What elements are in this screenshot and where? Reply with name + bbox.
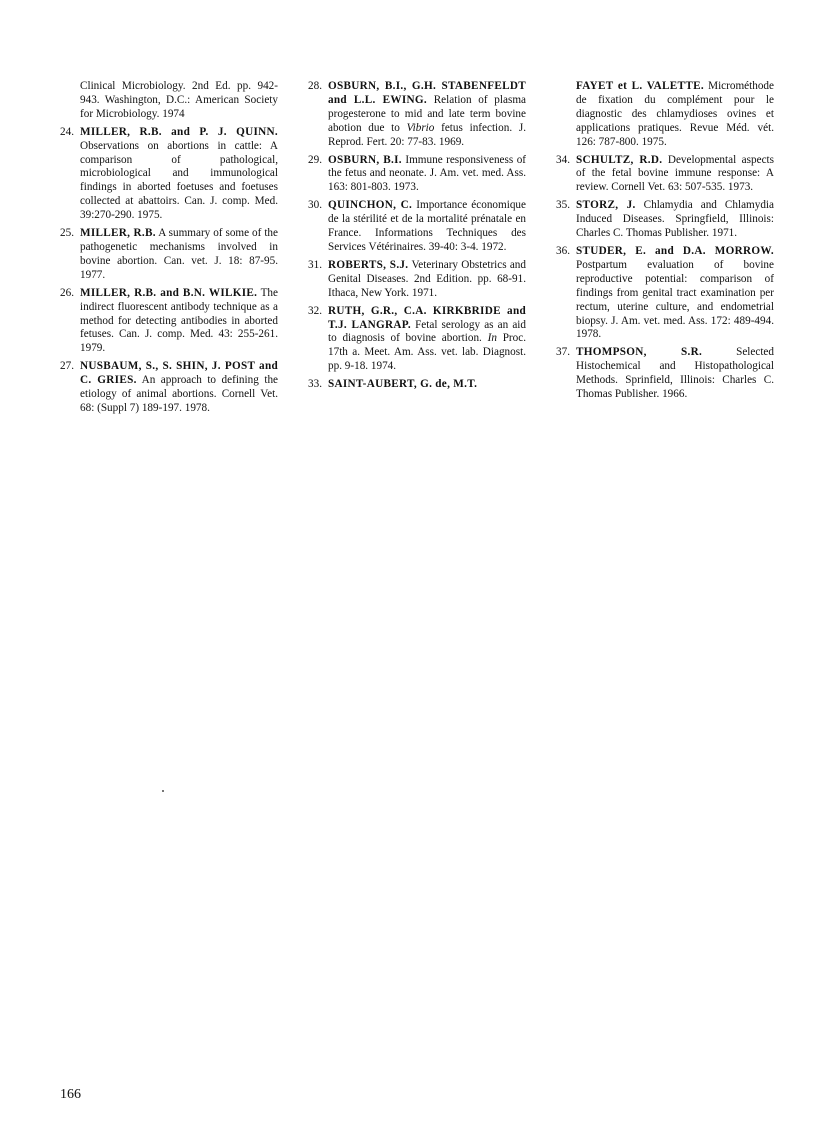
reference-authors: THOMPSON, S.R. [576, 346, 703, 359]
reference-authors: ROBERTS, S.J. [328, 258, 409, 271]
reference-number: 32. [308, 304, 322, 317]
reference-text: Fetal serology as an aid to diagnosis of bovine abortion. [328, 318, 526, 345]
reference-number: 26. [60, 286, 74, 299]
reference-text: Immune responsiveness of the fetus and neonate. J. Am. vet. med. Ass. 163: 801-803. 1973. [328, 153, 527, 194]
page-number: 166 [60, 1087, 81, 1102]
reference-item [60, 360, 278, 416]
reference-item [556, 80, 774, 150]
reference-authors: QUINCHON, C. [328, 199, 413, 212]
reference-authors: MILLER, R.B. and P. J. QUINN. [80, 125, 278, 138]
reference-item [60, 227, 278, 283]
scan-speck [162, 790, 164, 792]
reference-authors: SCHULTZ, R.D. [576, 153, 663, 166]
reference-item [556, 199, 774, 241]
reference-number: 37. [556, 346, 570, 359]
reference-column-2 [308, 80, 526, 396]
reference-authors: SAINT-AUBERT, G. de, M.T. [328, 378, 478, 391]
reference-item [308, 378, 526, 392]
reference-authors: MILLER, R.B. and B.N. WILKIE. [80, 286, 258, 299]
reference-item [308, 80, 526, 150]
reference-number: 35. [556, 199, 570, 212]
reference-authors: NUSBAUM, S., S. SHIN, J. POST and C. GRIES. [80, 360, 278, 387]
reference-text: Veterinary Obstetrics and Genital Diseases. 2nd Edition. pp. 68-91. Ithaca, New York. 1971. [328, 258, 526, 299]
reference-text: Proc. 17th a. Meet. Am. Ass. vet. lab. Diagnost. pp. 9-18. 1974. [328, 332, 527, 373]
reference-item [308, 199, 526, 255]
reference-item [308, 305, 526, 375]
reference-item [556, 245, 774, 342]
reference-number: 24. [60, 125, 74, 138]
reference-column-1 [60, 80, 278, 420]
reference-number: 25. [60, 227, 74, 240]
reference-text: Clinical Microbiology. 2nd Ed. pp. 942-943. Washington, D.C.: American Society for Microbiology. 1974 [80, 80, 278, 120]
reference-text: The indirect fluorescent antibody technique as a method for detecting antibodies in aborted fetuses. Can. J. comp. Med. 43: 255-261. 1979. [80, 286, 278, 355]
reference-item [60, 80, 278, 122]
reference-authors: RUTH, G.R., C.A. KIRKBRIDE and T.J. LANGRAP. [328, 304, 526, 331]
reference-text: A summary of some of the pathogenetic mechanisms involved in bovine abortion. Can. vet. J. 18: 87-95. 1977. [80, 227, 278, 281]
reference-text: Observations on abortions in cattle: A comparison of pathological, microbiological and immunological findings in aborted foetuses and foetuses collected at abattoirs. Can. J. comp. Med. 39:270-290. 1975. [80, 139, 278, 222]
reference-item [308, 259, 526, 301]
reference-column-3 [556, 80, 774, 406]
reference-text: Postpartum evaluation of bovine reproductive potential: comparison of findings from genital tract examination per rectum, uterine culture, and endometrial biopsy. J. Am. vet. med. Ass. 172: 489-494. 1978. [576, 258, 774, 341]
reference-authors: MILLER, R.B. [80, 227, 156, 240]
reference-number: 36. [556, 244, 570, 257]
reference-number: 34. [556, 153, 570, 166]
reference-item [556, 346, 774, 402]
reference-number: 30. [308, 199, 322, 212]
reference-authors: FAYET et L. VALETTE. [576, 80, 704, 92]
reference-number: 33. [308, 378, 322, 391]
reference-item [60, 287, 278, 357]
reference-number: 27. [60, 360, 74, 373]
reference-text: Relation of plasma progesterone to mid and late term bovine abotion due to [328, 93, 526, 134]
reference-authors: OSBURN, B.I. [328, 153, 402, 166]
reference-italic-text: Vibrio [406, 121, 435, 134]
reference-number: 29. [308, 153, 322, 166]
reference-text: Importance économique de la stérilité et de la mortalité prénatale en France. Informations Techniques des Services Vétérinaires. 39-40: 3-4. 1972. [328, 199, 526, 253]
reference-item [308, 154, 526, 196]
reference-text: An approach to defining the etiology of animal abortions. Cornell Vet. 68: (Suppl 7) 189-197. 1978. [80, 374, 278, 414]
reference-authors: OSBURN, B.I., G.H. STABENFELDT and L.L. EWING. [328, 80, 526, 106]
reference-number: 31. [308, 258, 322, 271]
reference-authors: STORZ, J. [576, 199, 636, 212]
reference-authors: STUDER, E. and D.A. MORROW. [576, 244, 774, 257]
reference-item [60, 126, 278, 223]
reference-item [556, 154, 774, 196]
reference-text: Developmental aspects of the fetal bovine immune response: A review. Cornell Vet. 63: 507-535. 1973. [576, 153, 774, 194]
reference-text: Microméthode de fixation du complément pour le diagnostic des chlamydioses ovines et applications pratiques. Revue Méd. vét. 126: 787-800. 1975. [576, 80, 774, 148]
reference-italic-text: In [487, 332, 497, 345]
reference-text: fetus infection. J. Reprod. Fert. 20: 77-83. 1969. [328, 121, 527, 148]
reference-text: Selected Histochemical and Histopathological Methods. Sprinfield, Illinois: Charles C. Thomas Publisher. 1966. [576, 346, 774, 401]
reference-number: 28. [308, 80, 322, 92]
reference-text: Chlamydia and Chlamydia Induced Diseases. Springfield, Illinois: Charles C. Thomas Publisher. 1971. [576, 199, 774, 240]
